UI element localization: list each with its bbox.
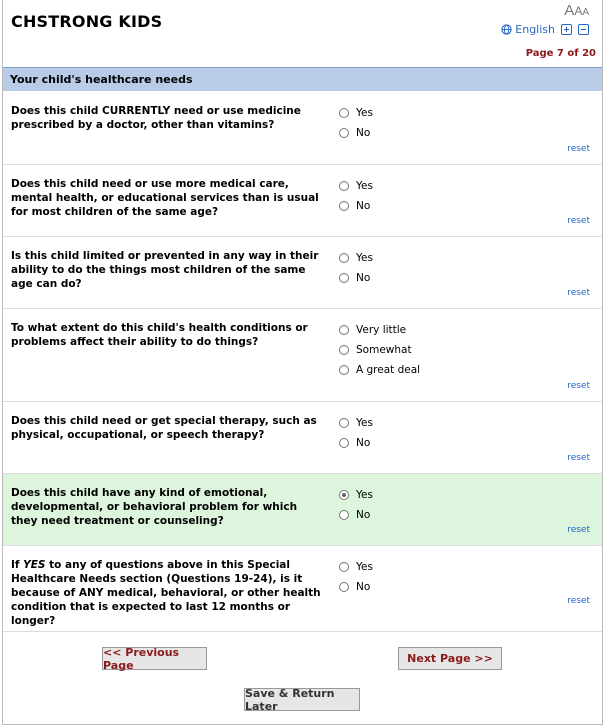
radio-option-yes[interactable]: Yes — [339, 557, 373, 577]
question-text: If YES to any of questions above in this Special Healthcare Needs section (Questions 19-24), is it because of ANY medical, behavioral, or other health condition that is expected to last 12 months or longer? — [11, 559, 321, 627]
question-text: Does this child have any kind of emotional, developmental, or behavioral problem for which they need treatment or counseling? — [11, 487, 298, 527]
reset-link[interactable]: reset — [567, 525, 590, 535]
question-text: Does this child need or use more medical care, mental health, or educational services than is usual for most children of the same age? — [11, 178, 319, 218]
question-text: Is this child limited or prevented in any way in their ability to do the things most children of the same age can do? — [11, 250, 319, 290]
font-size-controls — [564, 2, 589, 20]
question-behavioral — [3, 474, 602, 546]
radio-option-very-little[interactable]: Very little — [339, 320, 420, 340]
radio-button-selected[interactable] — [339, 490, 349, 500]
reset-link[interactable]: reset — [567, 453, 590, 463]
radio-option-no[interactable]: No — [339, 577, 373, 597]
save-return-later-button[interactable]: Save & Return Later — [244, 688, 360, 711]
next-page-button[interactable]: Next Page >> — [398, 647, 502, 670]
radio-option-yes[interactable]: Yes — [339, 176, 373, 196]
question-condition-duration — [3, 546, 602, 632]
expand-icon[interactable] — [561, 24, 572, 35]
radio-option-yes[interactable]: Yes — [339, 103, 373, 123]
answer-options — [339, 320, 420, 380]
radio-option-yes[interactable]: Yes — [339, 485, 373, 505]
radio-option-no[interactable]: No — [339, 268, 373, 288]
question-text: Does this child CURRENTLY need or use medicine prescribed by a doctor, other than vitamins? — [11, 105, 301, 131]
font-size-medium-button[interactable]: A — [574, 4, 583, 18]
answer-options — [339, 557, 373, 597]
question-therapy — [3, 402, 602, 474]
radio-button[interactable] — [339, 253, 349, 263]
radio-option-no[interactable]: No — [339, 123, 373, 143]
language-selector[interactable]: English — [515, 23, 555, 36]
answer-options — [339, 103, 373, 143]
radio-button[interactable] — [339, 438, 349, 448]
radio-option-no[interactable]: No — [339, 433, 373, 453]
question-extent — [3, 309, 602, 402]
section-header: Your child's healthcare needs — [3, 67, 602, 91]
answer-options — [339, 485, 373, 525]
radio-option-no[interactable]: No — [339, 196, 373, 216]
radio-button[interactable] — [339, 345, 349, 355]
radio-button[interactable] — [339, 273, 349, 283]
answer-options — [339, 413, 373, 453]
radio-button[interactable] — [339, 325, 349, 335]
question-more-care — [3, 165, 602, 237]
answer-options — [339, 248, 373, 288]
reset-link[interactable]: reset — [567, 381, 590, 391]
radio-button[interactable] — [339, 108, 349, 118]
radio-button[interactable] — [339, 562, 349, 572]
question-limited — [3, 237, 602, 309]
radio-option-yes[interactable]: Yes — [339, 413, 373, 433]
reset-link[interactable]: reset — [567, 288, 590, 298]
question-medicine — [3, 92, 602, 165]
app-title: CHSTRONG KIDS — [11, 12, 163, 31]
reset-link[interactable]: reset — [567, 596, 590, 606]
radio-option-yes[interactable]: Yes — [339, 248, 373, 268]
collapse-icon[interactable] — [578, 24, 589, 35]
radio-option-no[interactable]: No — [339, 505, 373, 525]
answer-options — [339, 176, 373, 216]
emphasis-yes: YES — [23, 559, 46, 571]
previous-page-button[interactable]: << Previous Page — [102, 647, 207, 670]
radio-button[interactable] — [339, 418, 349, 428]
question-text: To what extent do this child's health conditions or problems affect their ability to do things? — [11, 322, 308, 348]
reset-link[interactable]: reset — [567, 144, 590, 154]
radio-option-somewhat[interactable]: Somewhat — [339, 340, 420, 360]
font-size-large-button[interactable]: A — [564, 2, 575, 19]
radio-button[interactable] — [339, 128, 349, 138]
radio-button[interactable] — [339, 365, 349, 375]
radio-option-great-deal[interactable]: A great deal — [339, 360, 420, 380]
page-indicator: Page 7 of 20 — [525, 48, 596, 59]
globe-icon[interactable] — [501, 24, 512, 35]
radio-button[interactable] — [339, 510, 349, 520]
language-bar — [501, 23, 589, 36]
radio-button[interactable] — [339, 181, 349, 191]
font-size-small-button[interactable]: A — [582, 7, 589, 18]
reset-link[interactable]: reset — [567, 216, 590, 226]
question-text: Does this child need or get special therapy, such as physical, occupational, or speech therapy? — [11, 415, 317, 441]
radio-button[interactable] — [339, 201, 349, 211]
radio-button[interactable] — [339, 582, 349, 592]
